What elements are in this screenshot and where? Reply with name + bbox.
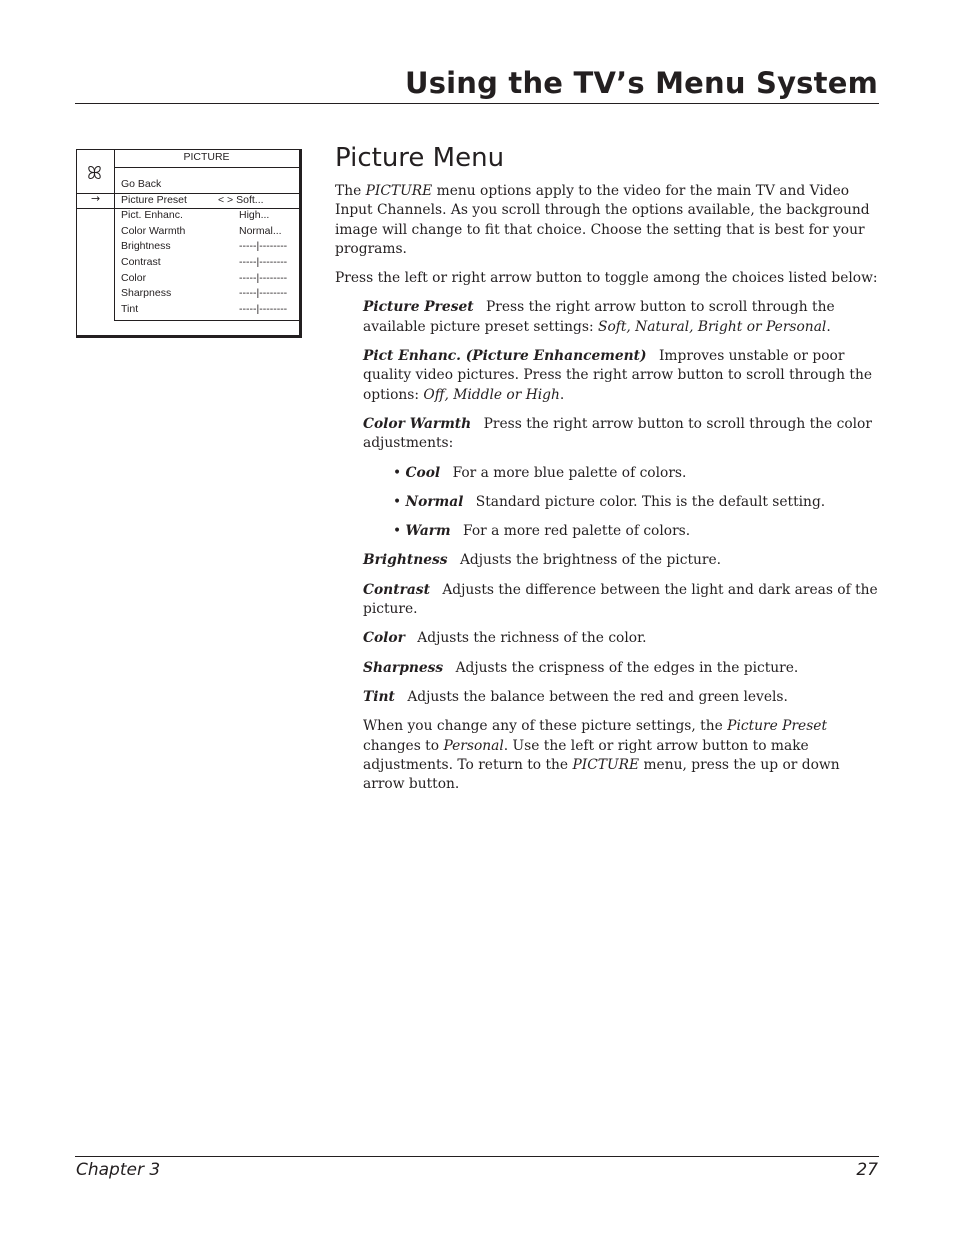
osd-row-label: Color <box>121 272 147 284</box>
osd-row-value: -----|-------- <box>239 287 288 299</box>
warmth-option-cool <box>393 464 881 483</box>
footer-page-number: 27 <box>856 1160 878 1180</box>
osd-row-label: Pict. Enhanc. <box>121 209 183 221</box>
picture-preset-item <box>363 298 881 337</box>
bullet: • <box>393 493 402 510</box>
term-description: Press the right arrow button to scroll through the color adjustments: <box>363 415 872 452</box>
osd-row-color <box>121 272 299 287</box>
osd-row-label: Color Warmth <box>121 225 186 237</box>
text-run: . Use the left or right arrow button to make adjustments. To return to the <box>363 737 809 773</box>
arrow-right-icon: → <box>91 192 101 205</box>
footer-chapter: Chapter 3 <box>76 1160 161 1180</box>
text-run: changes to <box>363 737 444 754</box>
tint-item <box>363 688 881 707</box>
osd-row-sharpness <box>121 287 299 302</box>
osd-row-brightness <box>121 240 299 255</box>
text-run: Picture Preset <box>727 718 827 735</box>
page-header-title: Using the TV’s Menu System <box>404 66 878 100</box>
term-label: Sharpness <box>363 659 444 676</box>
butterfly-icon: ꕤ <box>87 163 102 184</box>
osd-row-tint <box>121 303 299 318</box>
osd-row-contrast <box>121 256 299 271</box>
text-run: When you change any of these picture settings, the <box>363 718 728 735</box>
osd-row-label: Sharpness <box>121 287 172 299</box>
bullet: • <box>393 464 402 481</box>
term-description: For a more red palette of colors. <box>463 523 691 540</box>
term-label: Warm <box>405 523 451 540</box>
text-run: PICTURE <box>572 756 640 773</box>
text-run: menu, press the up or down arrow button. <box>363 756 840 793</box>
bullet: • <box>393 523 402 540</box>
option-list: Off, Middle or High <box>423 386 560 403</box>
text-run: . <box>559 386 565 403</box>
term-label: Tint <box>363 688 395 705</box>
osd-row-value: < > Soft... <box>218 194 264 206</box>
term-label: Color <box>363 630 405 647</box>
instruction-paragraph: Press the left or right arrow button to toggle among the choices listed below: <box>335 270 878 287</box>
term-description: Adjusts the richness of the color. <box>417 630 647 647</box>
term-description: For a more blue palette of colors. <box>452 464 687 481</box>
term-description: Adjusts the balance between the red and green levels. <box>407 688 788 705</box>
osd-row-value: -----|-------- <box>239 272 288 284</box>
color-warmth-item <box>363 415 881 454</box>
text-run: Personal <box>443 737 504 754</box>
term-label: Cool <box>405 464 441 481</box>
menu-name: PICTURE <box>365 183 433 199</box>
osd-row-label: Tint <box>121 303 139 315</box>
osd-go-back: Go Back <box>121 178 162 190</box>
pict-enhanc-item <box>363 347 881 405</box>
text-run: menu options apply to the video for the main TV and Video Input Channels. As you scroll through the options available, the background image will change to fit that choice. Choose the setting that is best for your programs. <box>335 183 870 257</box>
term-label: Pict Enhanc. (Picture Enhancement) <box>363 348 647 365</box>
closing-paragraph <box>363 717 881 794</box>
warmth-option-normal <box>393 493 881 512</box>
header-divider <box>75 103 879 104</box>
osd-row-label: Contrast <box>121 256 161 268</box>
osd-row-pict-enhanc <box>121 209 299 224</box>
osd-row-value: High... <box>239 209 270 221</box>
option-list: Soft, Natural, Bright or Personal <box>598 318 827 335</box>
osd-row-label: Picture Preset <box>121 194 187 206</box>
osd-row-value: -----|-------- <box>239 303 288 315</box>
osd-row-value: -----|-------- <box>239 240 288 252</box>
term-description: Adjusts the brightness of the picture. <box>459 552 722 569</box>
term-label: Picture Preset <box>363 299 474 316</box>
term-label: Normal <box>405 493 464 510</box>
osd-divider-bottom <box>114 320 299 321</box>
section-heading: Picture Menu <box>335 143 505 173</box>
color-item <box>363 629 881 648</box>
term-label: Brightness <box>363 552 448 569</box>
osd-title: PICTURE <box>183 151 230 163</box>
term-description: Adjusts the difference between the light and dark areas of the picture. <box>363 581 878 618</box>
text-run: The <box>335 183 366 199</box>
footer-divider <box>75 1156 879 1157</box>
brightness-item <box>363 551 881 570</box>
sharpness-item <box>363 659 881 678</box>
term-description: Adjusts the crispness of the edges in the picture. <box>455 659 799 676</box>
osd-row-label: Brightness <box>121 240 171 252</box>
osd-row-color-warmth <box>121 225 299 240</box>
osd-row-value: Normal... <box>239 225 282 237</box>
main-content <box>335 182 881 804</box>
contrast-item <box>363 581 881 620</box>
text-run: . <box>826 318 831 335</box>
term-label: Color Warmth <box>363 415 472 432</box>
osd-title-bar <box>114 150 299 168</box>
osd-row-picture-preset <box>121 194 299 209</box>
osd-divider-vertical <box>114 150 115 320</box>
term-description: Improves unstable or poor quality video pictures. Press the right arrow button to scroll through the options: <box>363 348 873 403</box>
term-description: Press the right arrow button to scroll through the available picture preset settings: <box>363 299 835 335</box>
picture-menu-screen <box>76 149 302 338</box>
term-label: Contrast <box>363 581 430 598</box>
intro-paragraph <box>335 182 881 259</box>
osd-row-value: -----|-------- <box>239 256 288 268</box>
warmth-option-warm <box>393 522 881 541</box>
term-description: Standard picture color. This is the default setting. <box>475 493 826 510</box>
